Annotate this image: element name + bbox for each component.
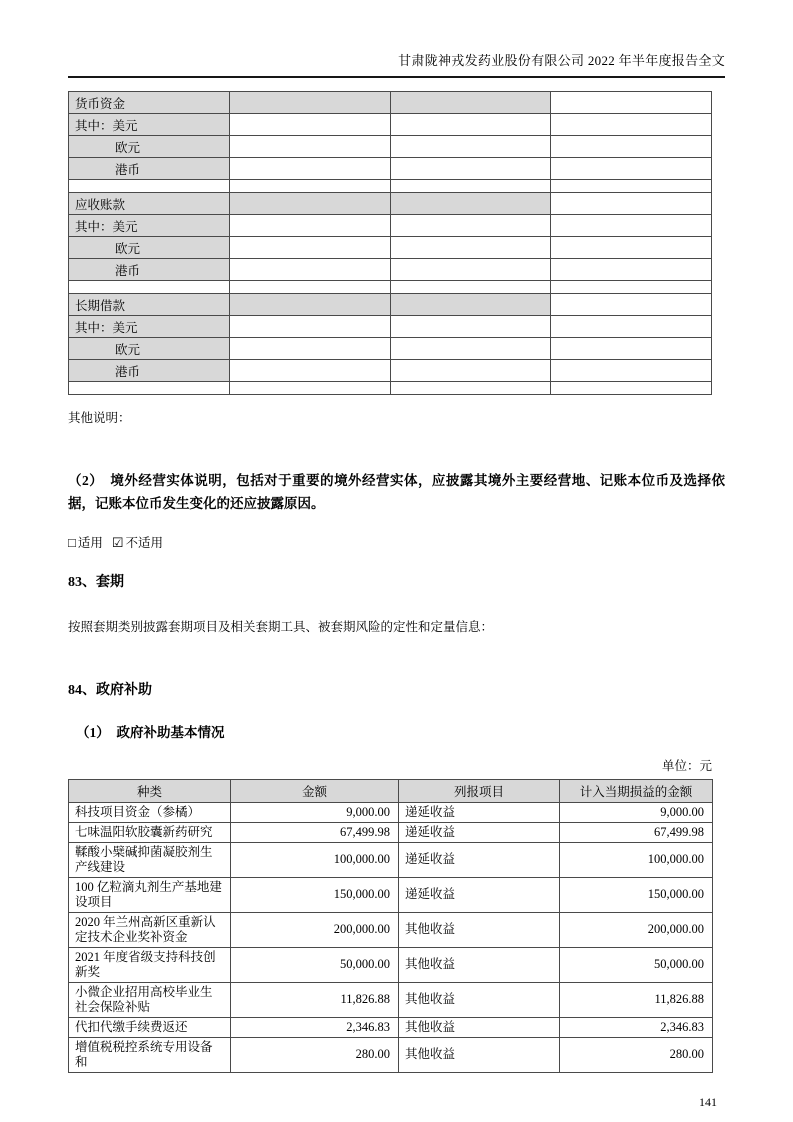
currency-table-row <box>69 92 712 114</box>
currency-value-cell <box>229 360 390 382</box>
subsidy-cell-current: 11,826.88 <box>560 982 713 1017</box>
currency-value-cell <box>390 158 551 180</box>
subsidy-column-header: 列报项目 <box>399 779 560 802</box>
currency-value-cell <box>390 114 551 136</box>
subsidy-table-row <box>69 842 713 877</box>
currency-value-cell <box>229 114 390 136</box>
subsidy-cell-item: 其他收益 <box>399 982 560 1017</box>
page-number: 141 <box>699 1094 717 1109</box>
currency-table-row <box>69 136 712 158</box>
page-header <box>68 0 725 78</box>
currency-table-body <box>69 92 712 395</box>
checkbox-unchecked-icon: □ <box>68 534 76 550</box>
currency-table-row <box>69 294 712 316</box>
subsidy-cell-amount: 2,346.83 <box>231 1017 399 1037</box>
subsidy-header-row <box>69 779 713 802</box>
currency-value-cell <box>390 193 551 215</box>
header-title: 甘肃陇神戎发药业股份有限公司 2022 年半年度报告全文 <box>398 53 725 68</box>
currency-value-cell <box>229 338 390 360</box>
currency-table-row <box>69 360 712 382</box>
subsidy-cell-amount: 11,826.88 <box>231 982 399 1017</box>
other-note-label: 其他说明： <box>68 411 131 425</box>
applicability-line <box>68 533 725 551</box>
subsidy-cell-current: 200,000.00 <box>560 912 713 947</box>
subsidy-table-body <box>69 802 713 1072</box>
subsidy-cell-current: 67,499.98 <box>560 822 713 842</box>
subsidy-table-row <box>69 877 713 912</box>
government-subsidy-table <box>68 779 713 1073</box>
subsidy-cell-amount: 100,000.00 <box>231 842 399 877</box>
currency-table-row <box>69 215 712 237</box>
section-83-body: 按照套期类别披露套期项目及相关套期工具、被套期风险的定性和定量信息： <box>68 619 494 634</box>
subsidy-cell-kind: 2021 年度省级支持科技创新奖 <box>69 947 231 982</box>
subsidy-cell-item: 递延收益 <box>399 842 560 877</box>
subsidy-cell-current: 150,000.00 <box>560 877 713 912</box>
subsidy-column-header: 金额 <box>231 779 399 802</box>
currency-label-cell <box>69 382 230 395</box>
currency-value-cell <box>551 193 712 215</box>
currency-value-cell <box>390 259 551 281</box>
subsidy-cell-amount: 67,499.98 <box>231 822 399 842</box>
currency-label-cell: 其中：美元 <box>69 215 230 237</box>
currency-value-cell <box>229 259 390 281</box>
subsidy-table-row <box>69 1017 713 1037</box>
currency-value-cell <box>229 294 390 316</box>
currency-table-row <box>69 193 712 215</box>
subsidy-cell-kind: 鞣酸小檗碱抑菌凝胶剂生产线建设 <box>69 842 231 877</box>
currency-label-cell <box>69 281 230 294</box>
foreign-currency-table <box>68 91 712 395</box>
currency-value-cell <box>229 158 390 180</box>
subsidy-cell-amount: 200,000.00 <box>231 912 399 947</box>
subsidy-cell-kind: 100 亿粒滴丸剂生产基地建设项目 <box>69 877 231 912</box>
currency-value-cell <box>551 338 712 360</box>
subsidy-column-header: 种类 <box>69 779 231 802</box>
currency-label-cell: 应收账款 <box>69 193 230 215</box>
currency-table-row <box>69 158 712 180</box>
currency-value-cell <box>551 316 712 338</box>
currency-label-cell: 其中：美元 <box>69 114 230 136</box>
subsidy-cell-kind: 2020 年兰州高新区重新认定技术企业奖补资金 <box>69 912 231 947</box>
subsidy-cell-amount: 280.00 <box>231 1037 399 1072</box>
currency-label-cell: 其中：美元 <box>69 316 230 338</box>
currency-value-cell <box>390 294 551 316</box>
subsidy-table-row <box>69 912 713 947</box>
subsidy-cell-item: 递延收益 <box>399 822 560 842</box>
currency-value-cell <box>229 180 390 193</box>
currency-table-row <box>69 316 712 338</box>
subsidy-cell-item: 其他收益 <box>399 1017 560 1037</box>
subsidy-cell-kind: 代扣代缴手续费返还 <box>69 1017 231 1037</box>
currency-table-row <box>69 237 712 259</box>
subsidy-table-row <box>69 822 713 842</box>
currency-value-cell <box>229 215 390 237</box>
currency-value-cell <box>551 259 712 281</box>
currency-value-cell <box>390 281 551 294</box>
subsidy-cell-kind: 增值税税控系统专用设备和 <box>69 1037 231 1072</box>
currency-value-cell <box>229 281 390 294</box>
currency-value-cell <box>390 180 551 193</box>
section-84-title: 84、政府补助 <box>68 682 152 698</box>
subsidy-table-head <box>69 779 713 802</box>
subsidy-cell-current: 2,346.83 <box>560 1017 713 1037</box>
currency-value-cell <box>551 158 712 180</box>
currency-value-cell <box>229 316 390 338</box>
subsidy-cell-amount: 9,000.00 <box>231 802 399 822</box>
currency-label-cell: 港币 <box>69 158 230 180</box>
currency-label-cell: 欧元 <box>69 338 230 360</box>
subsidy-table-row <box>69 802 713 822</box>
subsidy-cell-kind: 科技项目资金（参橘） <box>69 802 231 822</box>
currency-table-row <box>69 259 712 281</box>
currency-label-cell: 货币资金 <box>69 92 230 114</box>
currency-label-cell: 欧元 <box>69 136 230 158</box>
subsidy-cell-current: 100,000.00 <box>560 842 713 877</box>
section-84-subtitle: （1） 政府补助基本情况 <box>76 724 225 740</box>
currency-value-cell <box>229 193 390 215</box>
currency-table-row <box>69 180 712 193</box>
currency-value-cell <box>229 237 390 259</box>
subsidy-cell-current: 280.00 <box>560 1037 713 1072</box>
currency-value-cell <box>551 382 712 395</box>
currency-value-cell <box>390 215 551 237</box>
currency-table-row <box>69 382 712 395</box>
currency-label-cell: 港币 <box>69 259 230 281</box>
currency-value-cell <box>229 92 390 114</box>
currency-value-cell <box>390 360 551 382</box>
subsidy-cell-item: 其他收益 <box>399 947 560 982</box>
currency-value-cell <box>551 360 712 382</box>
subsidy-column-header: 计入当期损益的金额 <box>560 779 713 802</box>
applicable-label: 适用 <box>77 535 103 550</box>
currency-table-row <box>69 338 712 360</box>
subsidy-cell-amount: 50,000.00 <box>231 947 399 982</box>
currency-value-cell <box>551 294 712 316</box>
section-2-heading: （2） 境外经营实体说明，包括对于重要的境外经营实体，应披露其境外主要经营地、记账本位币及选择依据，记账本位币发生变化的还应披露原因。 <box>68 473 725 511</box>
subsidy-table-row <box>69 947 713 982</box>
subsidy-cell-current: 50,000.00 <box>560 947 713 982</box>
section-83-title: 83、套期 <box>68 574 124 590</box>
currency-value-cell <box>551 180 712 193</box>
currency-value-cell <box>390 136 551 158</box>
subsidy-cell-item: 其他收益 <box>399 1037 560 1072</box>
currency-value-cell <box>229 136 390 158</box>
currency-label-cell: 港币 <box>69 360 230 382</box>
currency-label-cell: 欧元 <box>69 237 230 259</box>
currency-value-cell <box>551 114 712 136</box>
subsidy-cell-item: 递延收益 <box>399 802 560 822</box>
currency-value-cell <box>390 316 551 338</box>
subsidy-table-row <box>69 1037 713 1072</box>
subsidy-table-row <box>69 982 713 1017</box>
checkbox-checked-icon: ☑ <box>111 534 124 550</box>
currency-label-cell <box>69 180 230 193</box>
currency-value-cell <box>551 281 712 294</box>
unit-label: 单位：元 <box>661 758 712 773</box>
subsidy-cell-current: 9,000.00 <box>560 802 713 822</box>
subsidy-cell-kind: 小微企业招用高校毕业生社会保险补贴 <box>69 982 231 1017</box>
currency-value-cell <box>390 92 551 114</box>
currency-value-cell <box>390 382 551 395</box>
currency-value-cell <box>551 136 712 158</box>
currency-table-row <box>69 281 712 294</box>
currency-value-cell <box>390 338 551 360</box>
currency-value-cell <box>390 237 551 259</box>
currency-label-cell: 长期借款 <box>69 294 230 316</box>
subsidy-cell-amount: 150,000.00 <box>231 877 399 912</box>
currency-value-cell <box>229 382 390 395</box>
subsidy-cell-item: 递延收益 <box>399 877 560 912</box>
subsidy-cell-item: 其他收益 <box>399 912 560 947</box>
currency-value-cell <box>551 237 712 259</box>
currency-value-cell <box>551 215 712 237</box>
currency-value-cell <box>551 92 712 114</box>
not-applicable-label: 不适用 <box>125 535 164 550</box>
currency-table-row <box>69 114 712 136</box>
subsidy-cell-kind: 七味温阳软胶囊新药研究 <box>69 822 231 842</box>
